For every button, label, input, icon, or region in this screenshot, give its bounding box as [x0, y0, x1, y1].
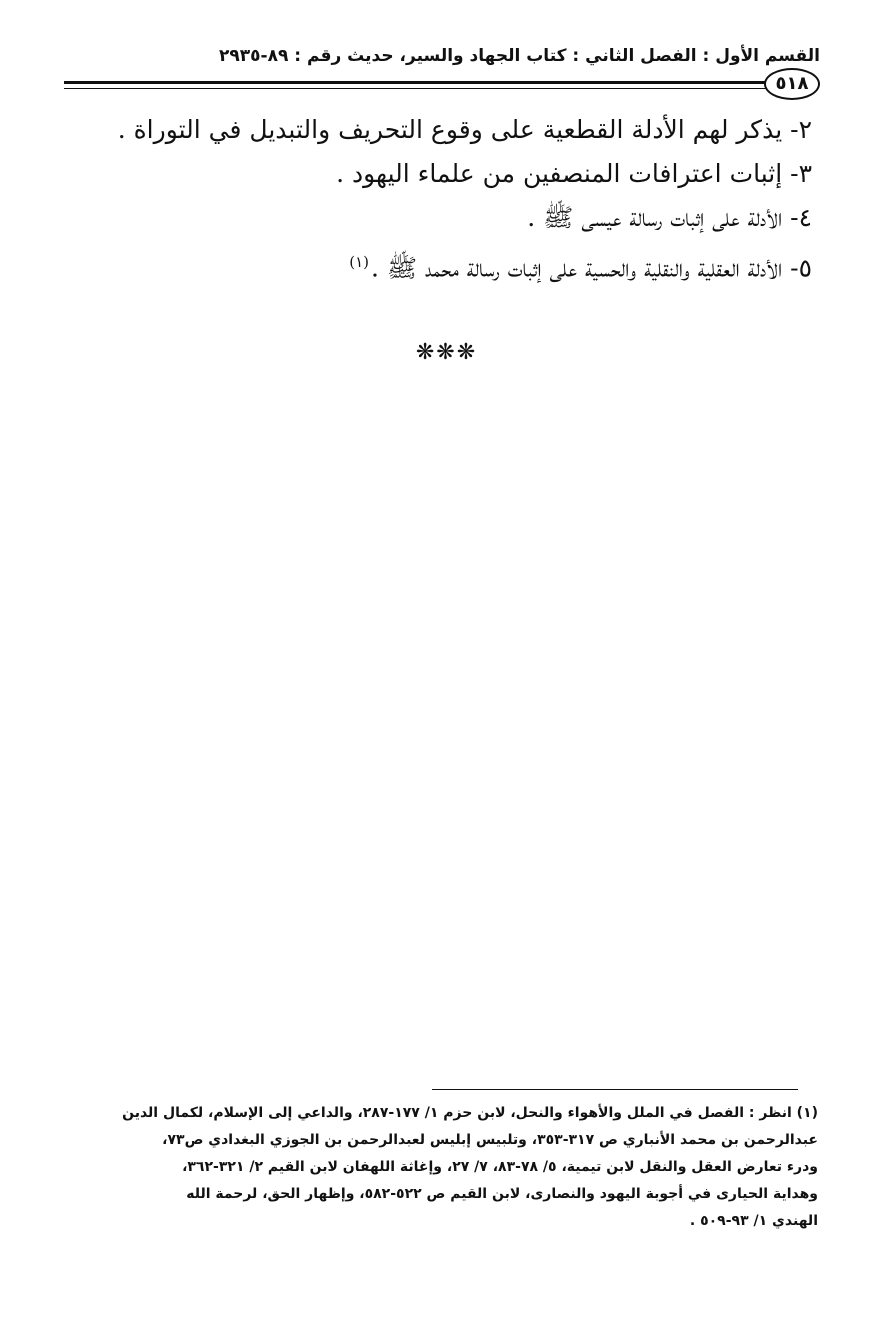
- header-rule-thin: [64, 88, 766, 89]
- footnote-line: ودرء تعارض العقل والنقل لابن تيمية، ٥/ ٧٨-٨٣، ٧/ ٢٧، وإغاثة اللهفان لابن القيم ٢/ ٣٢١-٣٦٢،: [182, 1159, 818, 1175]
- list-item-5: [100, 245, 812, 285]
- footnote-line: (١) انظر : الفصل في الملل والأهواء والنحل، لابن حزم ١/ ١٧٧-٢٨٧، والداعي إلى الإسلام، لكمال الدين: [122, 1105, 818, 1121]
- page-number: ٥١٨: [764, 68, 820, 100]
- list-item-5-text: ٥- الأدلة العقلية والنقلية والحسية على إثبات رسالة محمد ﷺ .: [370, 253, 812, 283]
- running-header: القسم الأول : الفصل الثاني : كتاب الجهاد والسير، حديث رقم : ٨٩-٢٩٣٥: [219, 46, 820, 66]
- list-item-2: ٢- يذكر لهم الأدلة القطعية على وقوع التحريف والتبديل في التوراة .: [117, 115, 812, 144]
- section-separator: ❋❋❋: [415, 340, 478, 365]
- footnote: [66, 1100, 818, 1235]
- footnote-line: عبدالرحمن بن محمد الأنباري ص ٣١٧-٣٥٣، وتلبيس إبليس لعبدالرحمن بن الجوزي البغدادي ص٧٣،: [162, 1132, 818, 1148]
- list-item-3: ٣- إثبات اعترافات المنصفين من علماء اليهود .: [336, 159, 812, 188]
- footnote-rule: [432, 1089, 798, 1090]
- footnote-line: وهداية الحيارى في أجوبة اليهود والنصارى، لابن القيم ص ٥٢٢-٥٨٢، وإظهار الحق، لرحمة الله: [186, 1186, 818, 1202]
- footnote-line: الهندي ١/ ٩٣-٥٠٩ .: [689, 1213, 818, 1229]
- list-item-4: ٤- الأدلة على إثبات رسالة عيسى ﷺ .: [527, 203, 812, 232]
- footnote-reference[interactable]: (١): [349, 253, 369, 271]
- header-rule: [64, 81, 766, 84]
